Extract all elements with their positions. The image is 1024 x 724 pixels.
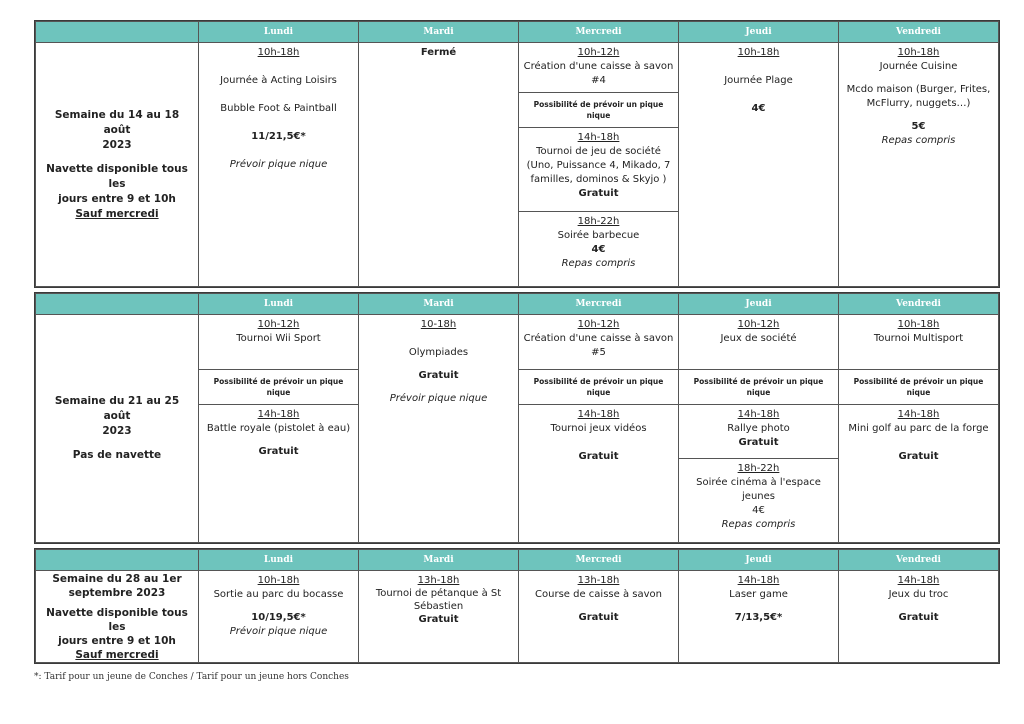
header-mardi: Mardi	[359, 22, 519, 43]
week1-schedule	[34, 20, 1000, 288]
header-mercredi: Mercredi	[519, 22, 679, 43]
header-corner	[36, 294, 199, 315]
week3-mardi: 13h-18h Tournoi de pétanque à St Sébastien Gratuit	[359, 571, 519, 663]
header-mercredi: Mercredi	[519, 550, 679, 571]
header-corner	[36, 22, 199, 43]
week2-lundi: 10h-12h Tournoi Wii Sport Possibilité de prévoir un pique nique 14h-18h Battle royale (pistolet à eau) Gratuit	[199, 315, 359, 543]
header-mardi: Mardi	[359, 550, 519, 571]
header-mercredi: Mercredi	[519, 294, 679, 315]
header-lundi: Lundi	[199, 22, 359, 43]
week1-lundi: 10h-18h Journée à Acting Loisirs Bubble Foot & Paintball 11/21,5€* Prévoir pique nique	[199, 43, 359, 287]
week2-vendredi: 10h-18h Tournoi Multisport Possibilité de prévoir un pique nique 14h-18h Mini golf au parc de la forge Gratuit	[839, 315, 999, 543]
week2-schedule	[34, 292, 1000, 544]
week3-vendredi: 14h-18h Jeux du troc Gratuit	[839, 571, 999, 663]
footnote: *: Tarif pour un jeune de Conches / Tarif pour un jeune hors Conches	[34, 672, 349, 682]
week1-label: Semaine du 14 au 18 août 2023 Navette disponible tous les jours entre 9 et 10h Sauf mercredi	[36, 43, 199, 287]
week2-mardi: 10-18h Olympiades Gratuit Prévoir pique nique	[359, 315, 519, 543]
week3-mercredi: 13h-18h Course de caisse à savon Gratuit	[519, 571, 679, 663]
header-lundi: Lundi	[199, 294, 359, 315]
header-vendredi: Vendredi	[839, 294, 999, 315]
week3-lundi: 10h-18h Sortie au parc du bocasse 10/19,5€* Prévoir pique nique	[199, 571, 359, 663]
header-jeudi: Jeudi	[679, 294, 839, 315]
week2-label: Semaine du 21 au 25 août 2023 Pas de navette	[36, 315, 199, 543]
header-corner	[36, 550, 199, 571]
week2-jeudi: 10h-12h Jeux de société Possibilité de prévoir un pique nique 14h-18h Rallye photo Gratuit 18h-22h Soirée cinéma à l'espace jeunes 4€ Repas compris	[679, 315, 839, 543]
week3-jeudi: 14h-18h Laser game 7/13,5€*	[679, 571, 839, 663]
header-vendredi: Vendredi	[839, 550, 999, 571]
week2-mercredi: 10h-12h Création d'une caisse à savon #5 Possibilité de prévoir un pique nique 14h-18h Tournoi jeux vidéos Gratuit	[519, 315, 679, 543]
header-jeudi: Jeudi	[679, 550, 839, 571]
header-vendredi: Vendredi	[839, 22, 999, 43]
week1-mercredi: 10h-12h Création d'une caisse à savon #4 Possibilité de prévoir un pique nique 14h-18h Tournoi de jeu de société (Uno, Puissance 4, Mikado, 7 familles, dominos & Skyjo ) Gratuit 18h-22h Soirée barbecue 4€ Repas compris	[519, 43, 679, 287]
header-jeudi: Jeudi	[679, 22, 839, 43]
week3-schedule	[34, 548, 1000, 664]
week3-label: Semaine du 28 au 1er septembre 2023 Navette disponible tous les jours entre 9 et 10h Sauf mercredi	[36, 571, 199, 663]
week1-jeudi: 10h-18h Journée Plage 4€	[679, 43, 839, 287]
week1-mardi: Fermé	[359, 43, 519, 287]
header-mardi: Mardi	[359, 294, 519, 315]
week1-vendredi: 10h-18h Journée Cuisine Mcdo maison (Burger, Frites, McFlurry, nuggets…) 5€ Repas compris	[839, 43, 999, 287]
header-lundi: Lundi	[199, 550, 359, 571]
